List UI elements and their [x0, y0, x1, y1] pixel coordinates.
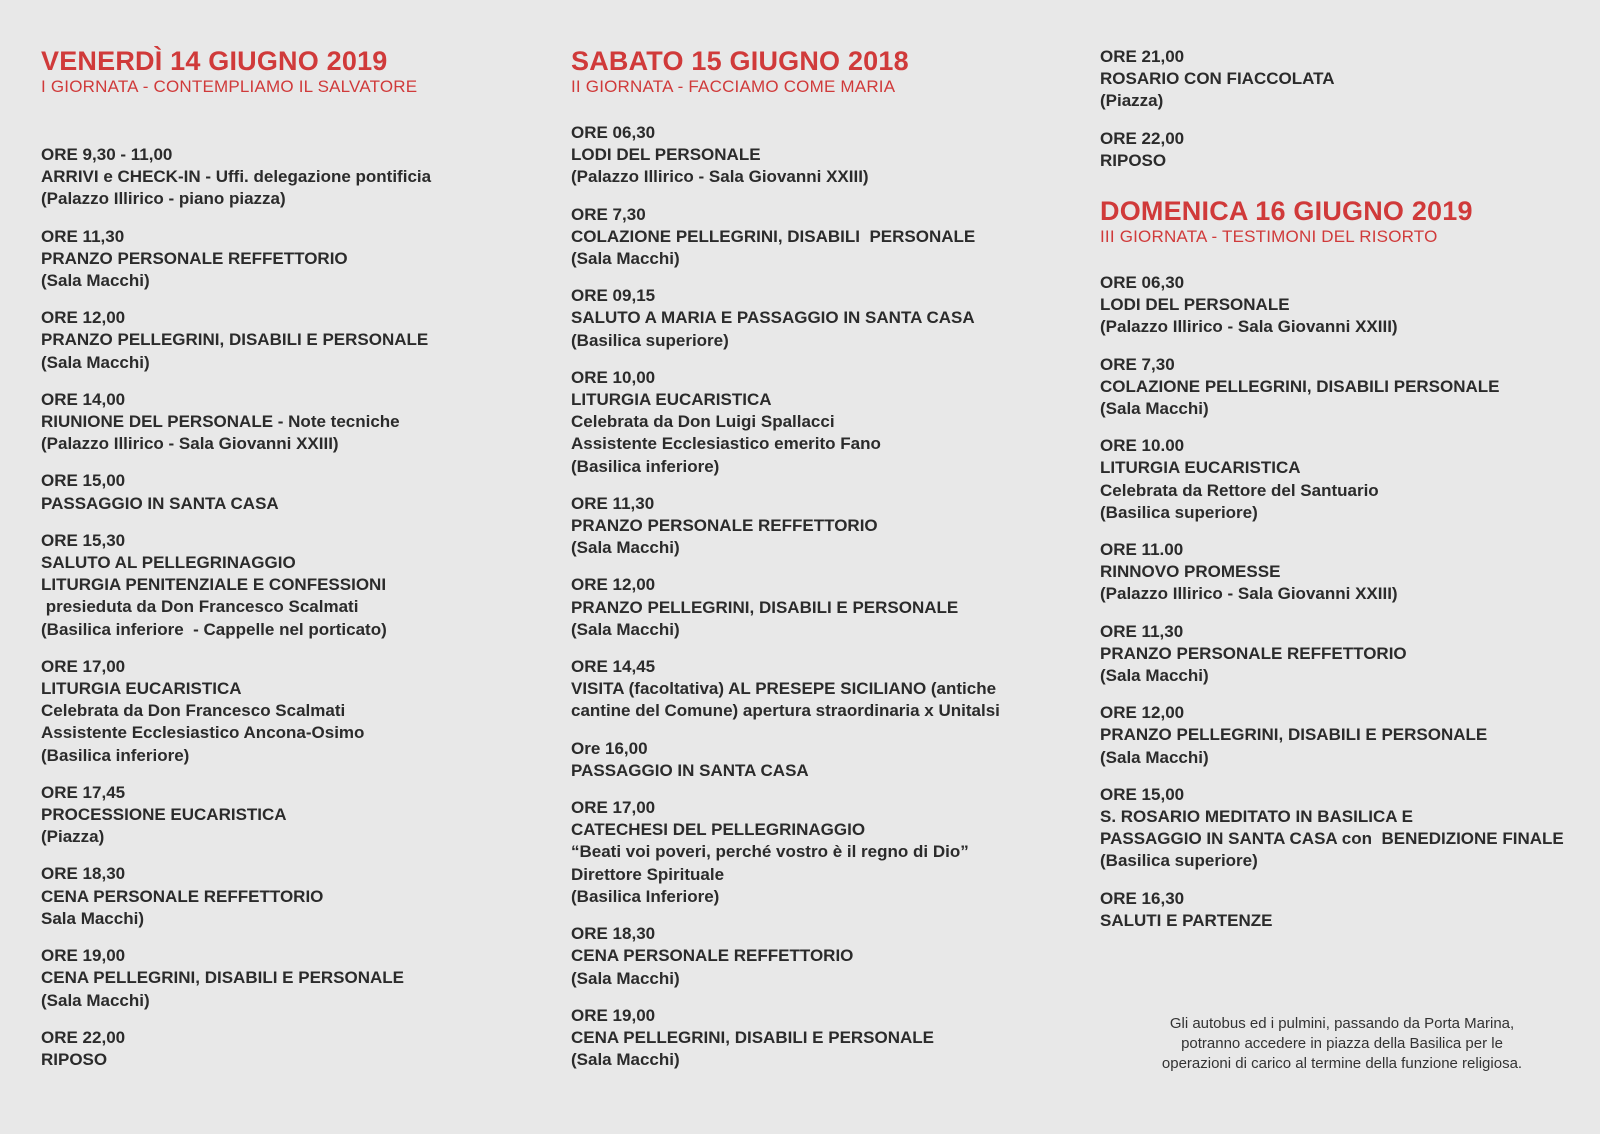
entry-detail: (Basilica Inferiore): [571, 886, 720, 906]
schedule-entry: [1100, 354, 1590, 421]
entry-detail: (Sala Macchi): [571, 249, 680, 269]
entry-detail: (Basilica inferiore): [41, 745, 190, 765]
entry-detail: SALUTO A MARIA E PASSAGGIO IN SANTA CASA: [571, 308, 975, 328]
entry-time: ORE 11,30: [571, 493, 655, 513]
entry-detail: VISITA (facoltativa) AL PRESEPE SICILIANO (antiche: [571, 679, 997, 699]
entry-detail: (Sala Macchi): [1100, 747, 1209, 767]
entry-time: ORE 17,45: [41, 782, 126, 802]
entry-detail: LITURGIA PENITENZIALE E CONFESSIONI: [41, 575, 387, 595]
entry-detail: RINNOVO PROMESSE: [1100, 562, 1281, 582]
schedule-entry: [571, 738, 1051, 782]
sunday-title: DOMENICA 16 GIUGNO 2019: [1100, 196, 1473, 227]
entry-detail: (Palazzo Illirico - Sala Giovanni XXIII): [41, 434, 339, 454]
entry-detail: LITURGIA EUCARISTICA: [571, 390, 772, 410]
entry-time: ORE 19,00: [571, 1005, 656, 1025]
entry-detail: S. ROSARIO MEDITATO IN BASILICA E: [1100, 807, 1413, 827]
entry-detail: (Basilica inferiore - Cappelle nel porticato): [41, 619, 387, 639]
entry-detail: SALUTI E PARTENZE: [1100, 910, 1273, 930]
schedule-entry: [571, 493, 1051, 560]
entry-detail: (Palazzo Illirico - Sala Giovanni XXIII): [571, 167, 869, 187]
schedule-entry: [41, 307, 531, 374]
entry-detail: (Sala Macchi): [41, 352, 150, 372]
schedule-entry: [1100, 621, 1590, 688]
entry-time: ORE 18,30: [41, 864, 126, 884]
schedule-entry: [41, 389, 531, 456]
entry-time: ORE 12,00: [571, 575, 656, 595]
entry-time: ORE 16,30: [1100, 888, 1185, 908]
entry-detail: (Palazzo Illirico - Sala Giovanni XXIII): [1100, 584, 1398, 604]
entry-detail: PASSAGGIO IN SANTA CASA: [571, 760, 809, 780]
entry-detail: RIPOSO: [1100, 150, 1167, 170]
entry-detail: “Beati voi poveri, perché vostro è il regno di Dio”: [571, 842, 969, 862]
entry-detail: COLAZIONE PELLEGRINI, DISABILI PERSONALE: [1100, 376, 1500, 396]
saturday-continued-events: [1100, 46, 1590, 172]
schedule-entry: [41, 1027, 531, 1071]
entry-detail: (Piazza): [41, 827, 105, 847]
entry-detail: (Piazza): [1100, 91, 1164, 111]
schedule-entry: [1100, 46, 1590, 113]
entry-time: ORE 15,30: [41, 530, 126, 550]
entry-detail: (Basilica superiore): [1100, 502, 1258, 522]
schedule-entry: [41, 144, 531, 211]
entry-time: ORE 10.00: [1100, 436, 1185, 456]
entry-detail: ROSARIO CON FIACCOLATA: [1100, 69, 1335, 89]
schedule-entry: [1100, 888, 1590, 932]
saturday-column: [571, 0, 1051, 1071]
entry-detail: (Basilica superiore): [1100, 851, 1258, 871]
schedule-entry: [571, 204, 1051, 271]
entry-detail: Celebrata da Rettore del Santuario: [1100, 480, 1379, 500]
entry-time: ORE 18,30: [571, 924, 656, 944]
entry-detail: LITURGIA EUCARISTICA: [1100, 458, 1301, 478]
entry-time: ORE 17,00: [41, 656, 126, 676]
entry-detail: LODI DEL PERSONALE: [1100, 295, 1290, 315]
schedule-entry: [41, 782, 531, 849]
bus-note-line: Gli autobus ed i pulmini, passando da Porta Marina,: [1169, 1015, 1515, 1032]
entry-detail: LITURGIA EUCARISTICA: [41, 679, 242, 699]
schedule-entry: [1100, 702, 1590, 769]
entry-time: ORE 19,00: [41, 946, 126, 966]
sunday-header: [1100, 172, 1590, 248]
entry-detail: CENA PELLEGRINI, DISABILI E PERSONALE: [41, 968, 405, 988]
entry-time: ORE 7,30: [571, 204, 646, 224]
schedule-entry: [41, 530, 531, 641]
entry-detail: Celebrata da Don Luigi Spallacci: [571, 412, 835, 432]
bus-note: [1120, 1014, 1564, 1074]
entry-detail: PRANZO PELLEGRINI, DISABILI E PERSONALE: [571, 597, 959, 617]
saturday-events: [571, 122, 1051, 1071]
bus-note-line: operazioni di carico al termine della funzione religiosa.: [1161, 1055, 1523, 1072]
entry-time: ORE 12,00: [41, 308, 126, 328]
entry-detail: (Basilica superiore): [571, 330, 729, 350]
entry-time: ORE 11,30: [41, 226, 125, 246]
schedule-entry: [41, 945, 531, 1012]
schedule-entry: [571, 923, 1051, 990]
entry-time: ORE 17,00: [571, 798, 656, 818]
schedule-entry: [1100, 435, 1590, 524]
schedule-entry: [41, 470, 531, 514]
entry-detail: PROCESSIONE EUCARISTICA: [41, 805, 287, 825]
entry-detail: SALUTO AL PELLEGRINAGGIO: [41, 553, 296, 573]
schedule-entry: [571, 797, 1051, 908]
friday-events: [41, 144, 531, 1071]
entry-detail: (Sala Macchi): [1100, 399, 1209, 419]
entry-time: ORE 22,00: [1100, 128, 1185, 148]
entry-detail: COLAZIONE PELLEGRINI, DISABILI PERSONALE: [571, 226, 976, 246]
entry-detail: PRANZO PERSONALE REFFETTORIO: [1100, 643, 1407, 663]
entry-detail: Sala Macchi): [41, 908, 144, 928]
schedule-entry: [41, 226, 531, 293]
schedule-entry: [1100, 128, 1590, 172]
entry-time: ORE 09,15: [571, 286, 656, 306]
schedule-entry: [571, 122, 1051, 189]
entry-detail: (Basilica inferiore): [571, 456, 720, 476]
saturday-subtitle: II GIORNATA - FACCIAMO COME MARIA: [571, 77, 896, 96]
entry-detail: PRANZO PERSONALE REFFETTORIO: [41, 248, 348, 268]
schedule-entry: [571, 656, 1051, 723]
entry-detail: Direttore Spirituale: [571, 864, 725, 884]
entry-detail: PRANZO PELLEGRINI, DISABILI E PERSONALE: [41, 330, 429, 350]
entry-detail: PASSAGGIO IN SANTA CASA: [41, 493, 279, 513]
entry-time: ORE 15,00: [41, 471, 126, 491]
entry-detail: (Palazzo Illirico - Sala Giovanni XXIII): [1100, 317, 1398, 337]
entry-detail: (Sala Macchi): [41, 271, 150, 291]
entry-time: ORE 22,00: [41, 1027, 126, 1047]
entry-detail: CENA PELLEGRINI, DISABILI E PERSONALE: [571, 1027, 935, 1047]
entry-detail: Celebrata da Don Francesco Scalmati: [41, 701, 346, 721]
entry-detail: CENA PERSONALE REFFETTORIO: [41, 886, 324, 906]
entry-time: ORE 21,00: [1100, 47, 1185, 66]
entry-detail: PASSAGGIO IN SANTA CASA con BENEDIZIONE FINALE: [1100, 829, 1564, 849]
entry-detail: CENA PERSONALE REFFETTORIO: [571, 946, 854, 966]
saturday-header: [571, 0, 1051, 98]
entry-detail: (Sala Macchi): [571, 968, 680, 988]
entry-detail: RIPOSO: [41, 1049, 108, 1069]
sunday-events: [1100, 272, 1590, 932]
entry-detail: RIUNIONE DEL PERSONALE - Note tecniche: [41, 412, 400, 432]
entry-detail: presieduta da Don Francesco Scalmati: [41, 597, 359, 617]
entry-time: ORE 7,30: [1100, 354, 1175, 374]
friday-header: [41, 0, 531, 98]
entry-time: ORE 14,00: [41, 389, 126, 409]
entry-time: ORE 06,30: [571, 123, 656, 142]
entry-detail: Assistente Ecclesiastico emerito Fano: [571, 434, 881, 454]
entry-detail: (Sala Macchi): [571, 1050, 680, 1070]
schedule-entry: [571, 285, 1051, 352]
schedule-entry: [571, 574, 1051, 641]
entry-time: ORE 11,30: [1100, 621, 1184, 641]
schedule-entry: [1100, 784, 1590, 873]
entry-detail: (Sala Macchi): [571, 619, 680, 639]
schedule-entry: [41, 656, 531, 767]
entry-detail: PRANZO PELLEGRINI, DISABILI E PERSONALE: [1100, 725, 1488, 745]
entry-time: ORE 14,45: [571, 657, 656, 677]
entry-detail: (Palazzo Illirico - piano piazza): [41, 189, 286, 209]
entry-detail: cantine del Comune) apertura straordinaria x Unitalsi: [571, 701, 1000, 721]
entry-time: ORE 10,00: [571, 367, 656, 387]
entry-detail: (Sala Macchi): [1100, 666, 1209, 686]
entry-detail: CATECHESI DEL PELLEGRINAGGIO: [571, 820, 866, 840]
schedule-entry: [1100, 539, 1590, 606]
entry-time: Ore 16,00: [571, 738, 648, 758]
entry-detail: (Sala Macchi): [571, 538, 680, 558]
entry-time: ORE 15,00: [1100, 784, 1185, 804]
saturday-title: SABATO 15 GIUGNO 2018: [571, 46, 909, 76]
friday-title: VENERDÌ 14 GIUGNO 2019: [41, 46, 388, 76]
sunday-subtitle: III GIORNATA - TESTIMONI DEL RISORTO: [1100, 227, 1438, 247]
entry-detail: (Sala Macchi): [41, 990, 150, 1010]
friday-column: [41, 0, 531, 1071]
schedule-entry: [571, 367, 1051, 478]
entry-detail: ARRIVI e CHECK-IN - Uffi. delegazione pontificia: [41, 167, 432, 187]
entry-time: ORE 12,00: [1100, 703, 1185, 723]
schedule-entry: [41, 863, 531, 930]
entry-detail: Assistente Ecclesiastico Ancona-Osimo: [41, 723, 365, 743]
friday-subtitle: I GIORNATA - CONTEMPLIAMO IL SALVATORE: [41, 77, 418, 96]
entry-detail: LODI DEL PERSONALE: [571, 145, 761, 165]
bus-note-line: potranno accedere in piazza della Basilica per le: [1181, 1035, 1503, 1052]
schedule-entry: [1100, 272, 1590, 339]
third-column: [1100, 0, 1590, 932]
schedule-entry: [571, 1005, 1051, 1072]
entry-detail: PRANZO PERSONALE REFFETTORIO: [571, 516, 878, 536]
entry-time: ORE 11.00: [1100, 540, 1184, 560]
entry-time: ORE 9,30 - 11,00: [41, 145, 173, 164]
entry-time: ORE 06,30: [1100, 273, 1185, 293]
